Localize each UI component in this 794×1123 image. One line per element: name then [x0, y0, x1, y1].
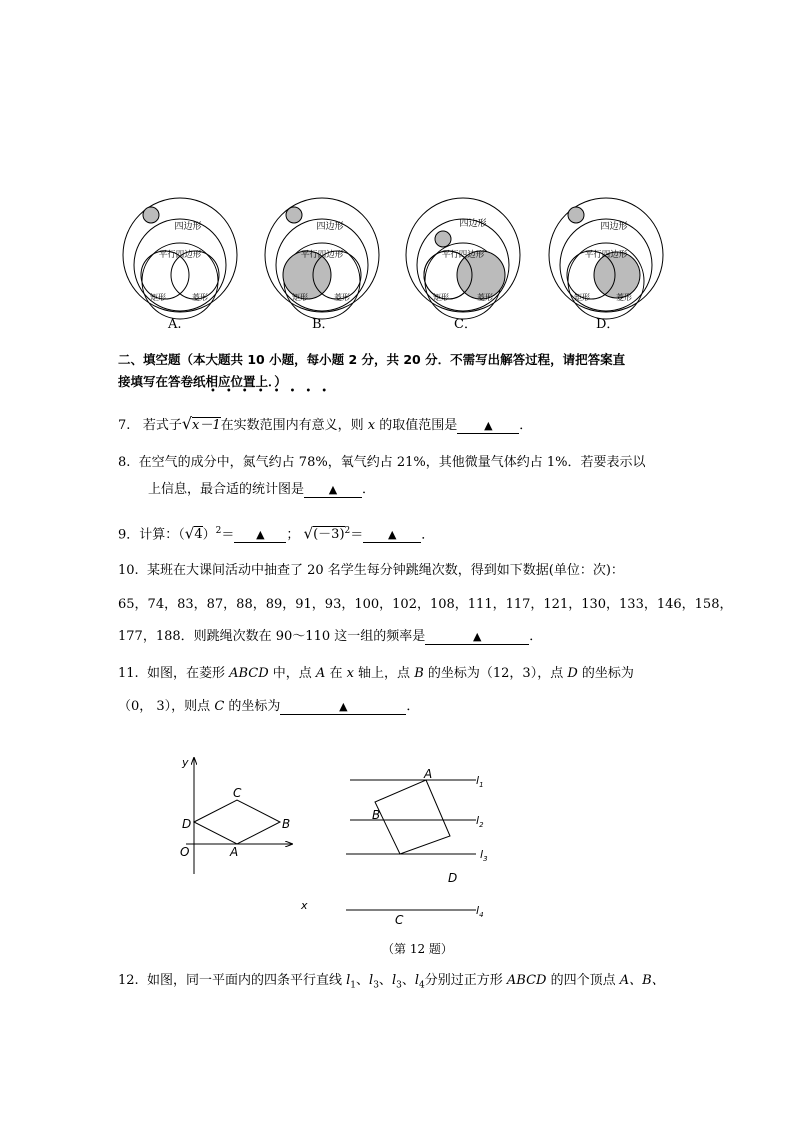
q8-answer-blank[interactable]: ▲ [304, 483, 362, 498]
question-7: 7. 若式子√x－1在实数范围内有意义，则 x 的取值范围是 ▲ ． [118, 414, 533, 433]
shaded-small-circle [568, 207, 584, 223]
svg-text:l4: $l_4$ [476, 904, 484, 919]
question-8-line1: 8. 在空气的成分中，氮气约占 78%，氧气约占 21%，其他微量气体约占 1%．若要表示以 [118, 455, 646, 470]
question-8-line2: 上信息，最合适的统计图是 ▲ ． [148, 482, 376, 497]
svg-text:矩形: 矩形 [433, 293, 449, 302]
svg-text:C: C [395, 913, 404, 927]
q7-number: 7. [118, 418, 131, 433]
q7-radicand: x－1 [192, 418, 221, 433]
q10-answer-blank[interactable]: ▲ [425, 630, 529, 645]
label-b: B [282, 817, 291, 831]
svg-text:D: D [448, 871, 458, 885]
svg-text:l2: $l_2$ [476, 814, 484, 829]
svg-text:平行四边形: 平行四边形 [584, 250, 628, 260]
svg-text:四边形: 四边形 [459, 219, 487, 229]
figure-rhombus [170, 752, 310, 912]
figure-square [340, 764, 500, 930]
rhombus [194, 800, 280, 844]
square-abcd [375, 780, 450, 854]
label-y: y [182, 756, 189, 769]
question-10-line1: 10. 某班在大课间活动中抽查了 20 名学生每分钟跳绳次数，得到如下数据(单位：次)： [118, 563, 624, 578]
svg-text:菱形: 菱形 [477, 293, 493, 302]
label-d: D [182, 817, 192, 831]
option-c: C． [454, 317, 477, 332]
shaded-small-circle [286, 207, 302, 223]
label-a: A [230, 845, 239, 859]
svg-text:A: A [424, 767, 433, 781]
option-d: D． [596, 317, 620, 332]
svg-text:四边形: 四边形 [600, 222, 628, 232]
label-rhombus: 菱形 [192, 293, 208, 302]
label-rect: 矩形 [150, 293, 166, 302]
label-x: x [301, 899, 308, 912]
question-10-line2: 65，74，83，87，88，89，91，93，100，102，108，111，117，121，130，133，146，158， [118, 597, 733, 612]
question-12: 12. 如图，同一平面内的四条平行直线 $l_1$、$l_3$、$l_3$、$l_4$分别过正方形 ABCD 的四个顶点 A、B、 [118, 973, 665, 991]
question-11-line1: 11. 如图，在菱形 ABCD 中，点 A 在 x 轴上，点 B 的坐标为（12，3），点 D 的坐标为 [118, 666, 634, 681]
label-parallel: 平行四边形 [158, 250, 202, 260]
svg-text:菱形: 菱形 [616, 293, 632, 302]
label-c: C [233, 786, 242, 800]
label-o: O [180, 845, 190, 859]
option-b: B． [312, 317, 335, 332]
svg-text:四边形: 四边形 [316, 222, 344, 232]
q9-answer-blank-1[interactable]: ▲ [234, 528, 286, 543]
q7-radical: √ [181, 414, 193, 433]
quad-circle [134, 219, 226, 311]
svg-text:菱形: 菱形 [334, 293, 350, 302]
svg-text:平行四边形: 平行四边形 [441, 250, 485, 260]
section-heading-line2: 接填写在答卷纸相应位置上．） [118, 374, 287, 389]
svg-text:l3: $l_3$ [480, 848, 488, 863]
question-9: 9．计算：$(√4)^2=$ ▲ ； $√(-3)^2=$ ▲ ． [118, 524, 435, 543]
question-11-line2: （0， 3），则点 C 的坐标为 ▲ ． [118, 699, 420, 714]
question-10-line3: 177，188．则跳绳次数在 90～110 这一组的频率是 ▲ ． [118, 629, 543, 644]
venn-diagram-b [265, 198, 379, 319]
q7-answer-blank[interactable]: ▲ [457, 419, 519, 434]
venn-diagrams [0, 180, 794, 340]
venn-diagram-a [123, 198, 237, 319]
option-a: A. [168, 317, 182, 332]
svg-text:矩形: 矩形 [574, 293, 590, 302]
q9-answer-blank-2[interactable]: ▲ [363, 528, 421, 543]
figure-caption: （第 12 题） [382, 942, 453, 956]
svg-text:B: B [372, 808, 381, 822]
venn-diagram-c [406, 198, 520, 319]
venn-diagram-d [549, 198, 663, 319]
svg-text:矩形: 矩形 [292, 293, 308, 302]
q11-answer-blank[interactable]: ▲ [280, 700, 406, 715]
shaded-small-circle [435, 231, 451, 247]
shaded-small-circle [143, 207, 159, 223]
emphasis-dots: •••••••• [210, 386, 338, 397]
svg-text:l1: $l_1$ [476, 774, 484, 789]
section-heading-line1: 二、填空题（本大题共 10 小题，每小题 2 分，共 20 分．不需写出解答过程，请把答案直 [118, 352, 626, 367]
label-quad: 四边形 [174, 222, 202, 232]
svg-text:平行四边形: 平行四边形 [300, 250, 344, 260]
